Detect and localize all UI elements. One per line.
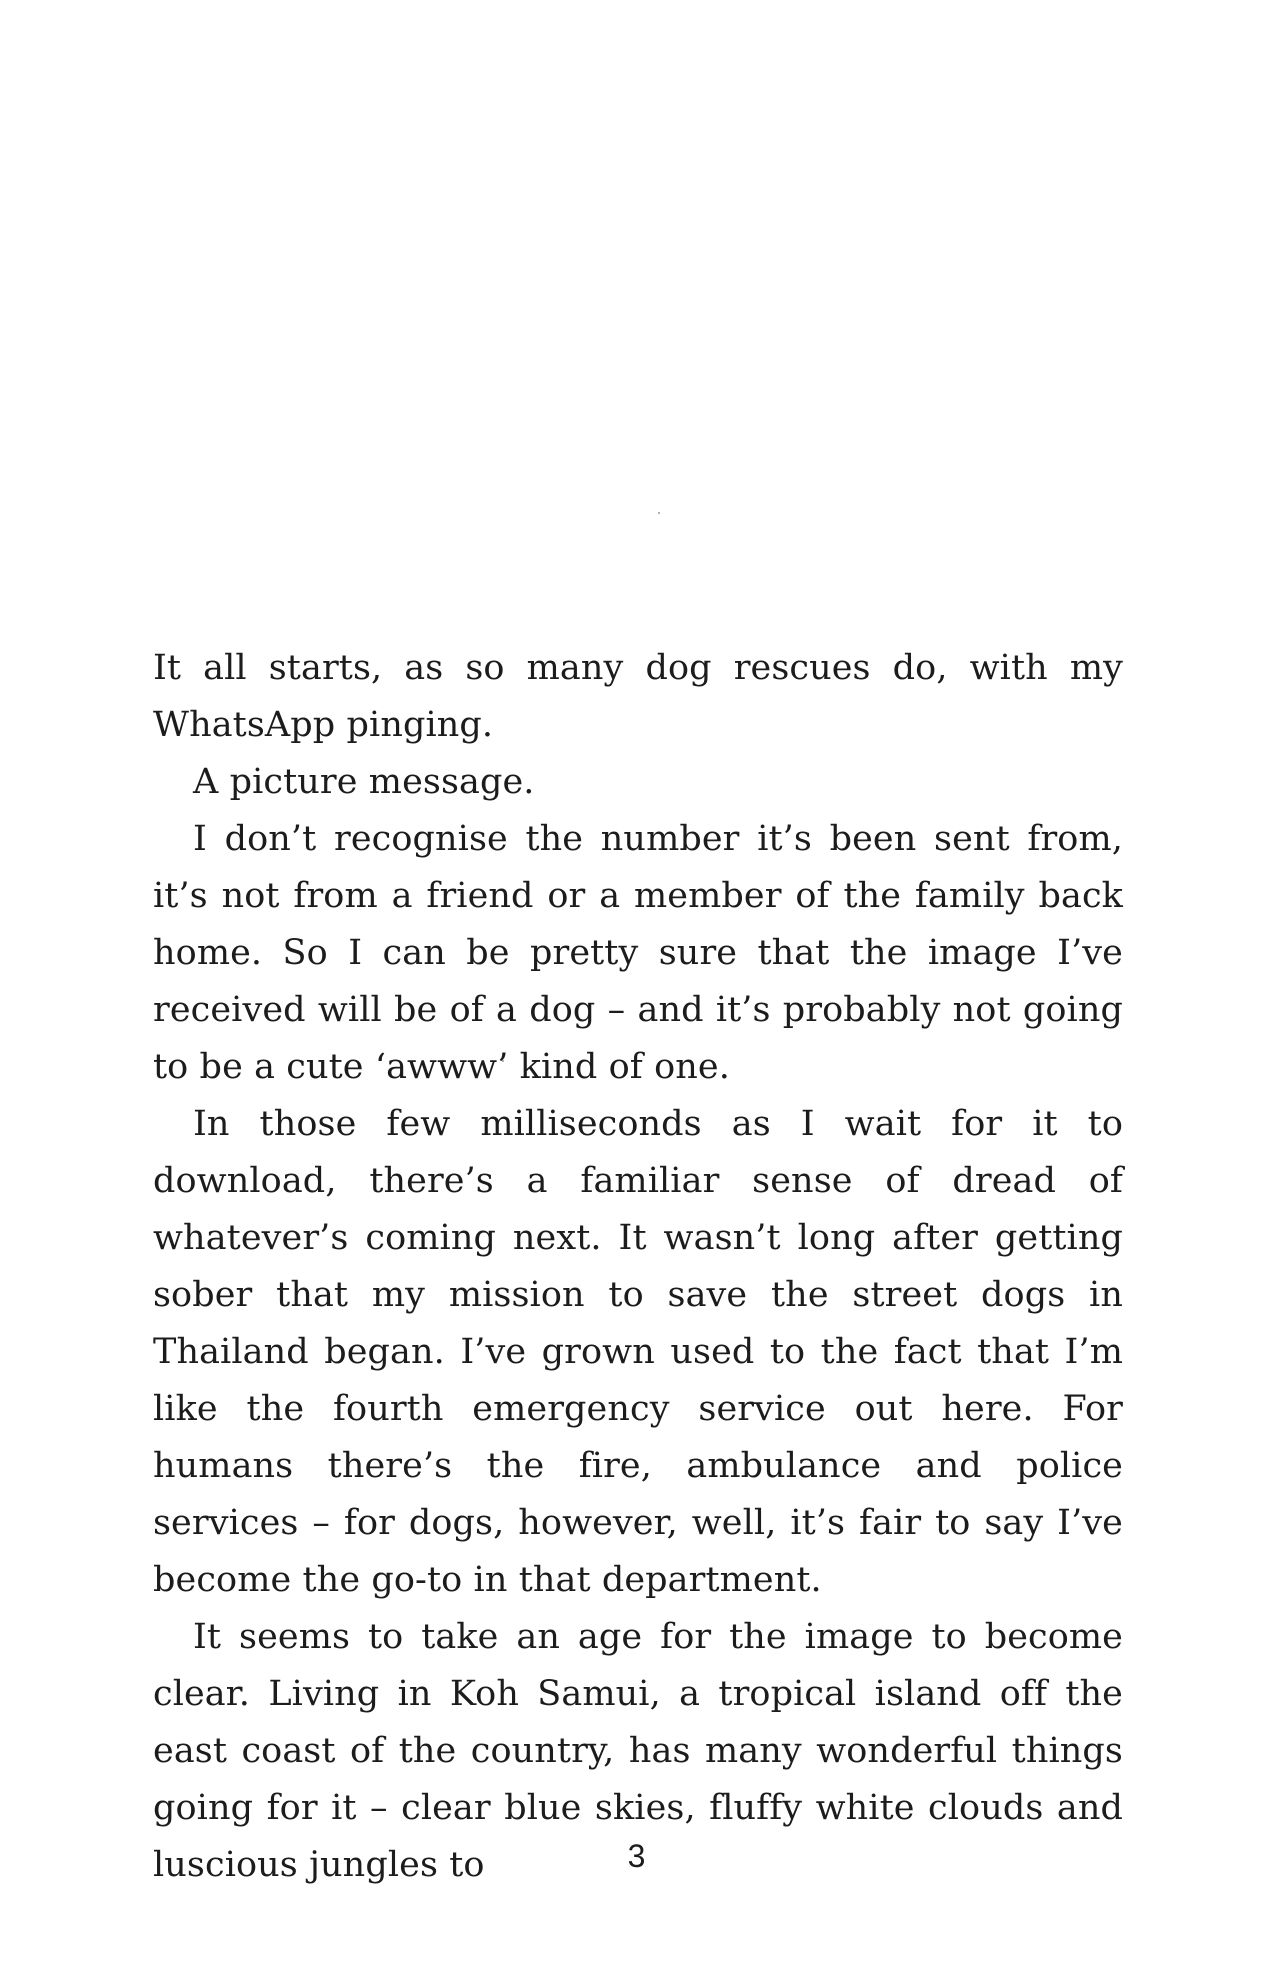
scan-speck [658,512,660,514]
paragraph-5: It seems to take an age for the image to become clear. Living in Koh Samui, a tropical island off the east coast of the country, has many wonderful things going for it – clear blue skies, fluffy white clouds and luscious jungles to [153,1617,1123,1885]
paragraph-1: It all starts, as so many dog rescues do, with my WhatsApp pinging. [153,648,1123,745]
paragraph-4: In those few milliseconds as I wait for it to download, there’s a familiar sense of dread of whatever’s coming next. It wasn’t long after getting sober that my mission to save the street dogs in Thailand began. I’ve grown used to the fact that I’m like the fourth emergency service out here. For humans there’s the fire, ambulance and police services – for dogs, however, well, it’s fair to say I’ve become the go-to in that department. [153,1104,1123,1600]
paragraph-3: I don’t recognise the number it’s been sent from, it’s not from a friend or a member of the family back home. So I can be pretty sure that the image I’ve received will be of a dog – and it’s probably not going to be a cute ‘awww’ kind of one. [153,819,1123,1087]
body-text [153,640,1123,1894]
paragraph-2: A picture message. [193,762,535,802]
page-number: 3 [627,1838,646,1874]
